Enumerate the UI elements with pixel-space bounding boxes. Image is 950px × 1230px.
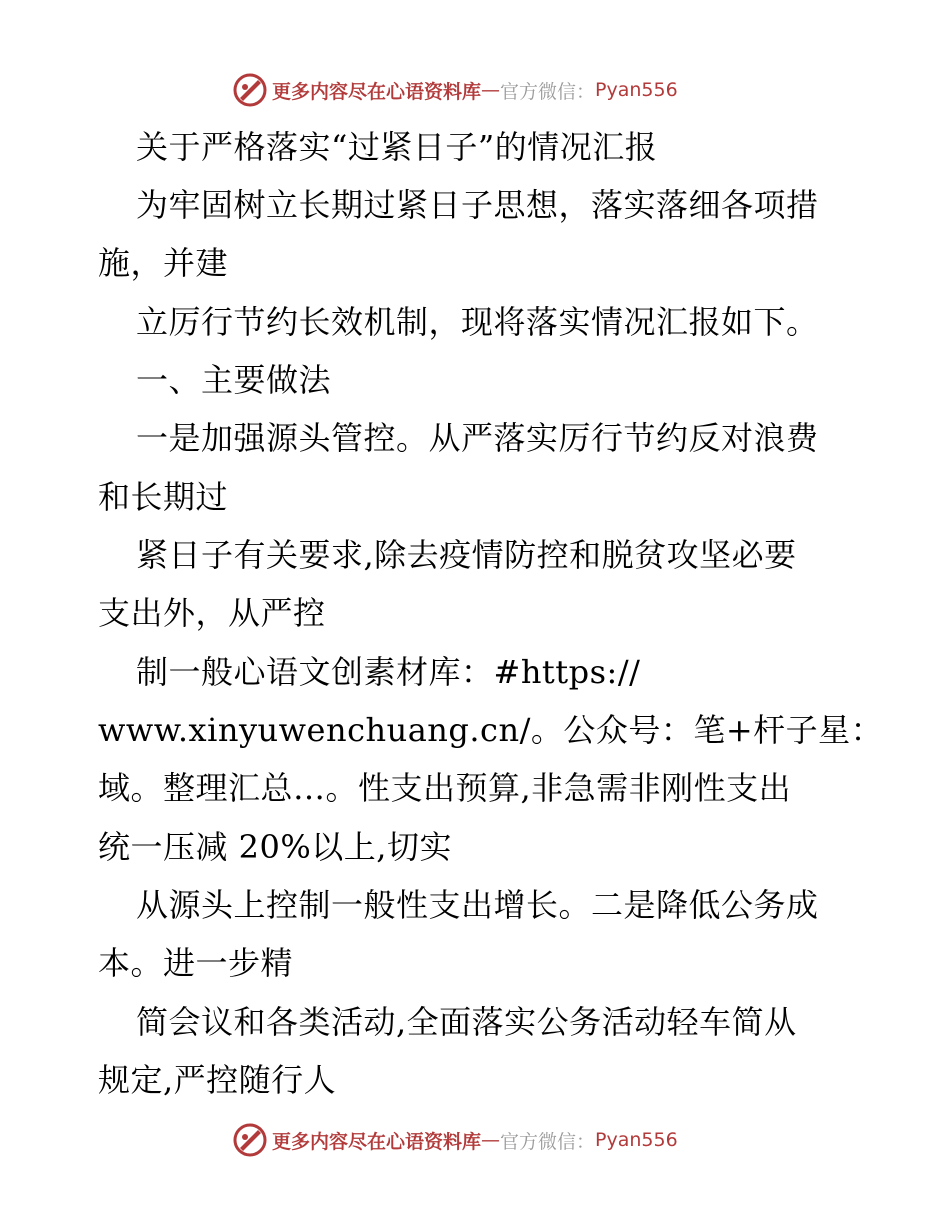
- header-wechat-label: 官方微信：: [500, 80, 596, 103]
- paragraph-line: 紧日子有关要求,除去疫情防控和脱贫攻坚必要: [136, 536, 797, 574]
- paragraph-line: 支出外，从严控: [98, 594, 326, 632]
- paragraph-line: 一是加强源头管控。从严落实厉行节约反对浪费: [136, 419, 819, 457]
- paragraph-line: 域。整理汇总…。性支出预算,非急需非刚性支出: [98, 769, 792, 807]
- brand-logo-icon: [232, 1122, 268, 1158]
- paragraph-line: 简会议和各类活动,全面落实公务活动轻车简从: [136, 1003, 797, 1041]
- paragraph-line: 立厉行节约长效机制，现将落实情况汇报如下。: [136, 303, 819, 341]
- paragraph-line: 规定,严控随行人: [98, 1061, 337, 1099]
- paragraph-line: 为牢固树立长期过紧日子思想，落实落细各项措: [136, 186, 819, 224]
- paragraph-line: 制一般心语文创素材库：#https://: [136, 653, 641, 691]
- paragraph-line: 本。进一步精: [98, 944, 294, 982]
- paragraph-line: www.xinyuwenchuang.cn/。公众号：笔+杆子星：: [98, 711, 884, 749]
- paragraph-line: 统一压减 20%以上,切实: [98, 828, 452, 866]
- footer-wechat-label: 官方微信：: [500, 1130, 596, 1153]
- footer-wechat-id: Pyan556: [595, 1129, 678, 1151]
- footer-dash: —: [481, 1129, 501, 1151]
- header-dash: —: [481, 79, 501, 101]
- document-title: 关于严格落实“过紧日子”的情况汇报: [136, 128, 658, 166]
- paragraph-line: 从源头上控制一般性支出增长。二是降低公务成: [136, 886, 819, 924]
- paragraph-line: 施，并建: [98, 244, 229, 282]
- footer-brand-text: 更多内容尽在心语资料库: [272, 1130, 482, 1153]
- paragraph-line: 和长期过: [98, 478, 229, 516]
- section-heading: 一、主要做法: [136, 361, 332, 399]
- header-brand-text: 更多内容尽在心语资料库: [272, 80, 482, 103]
- footer-banner: [232, 1120, 752, 1160]
- header-wechat-id: Pyan556: [595, 79, 678, 101]
